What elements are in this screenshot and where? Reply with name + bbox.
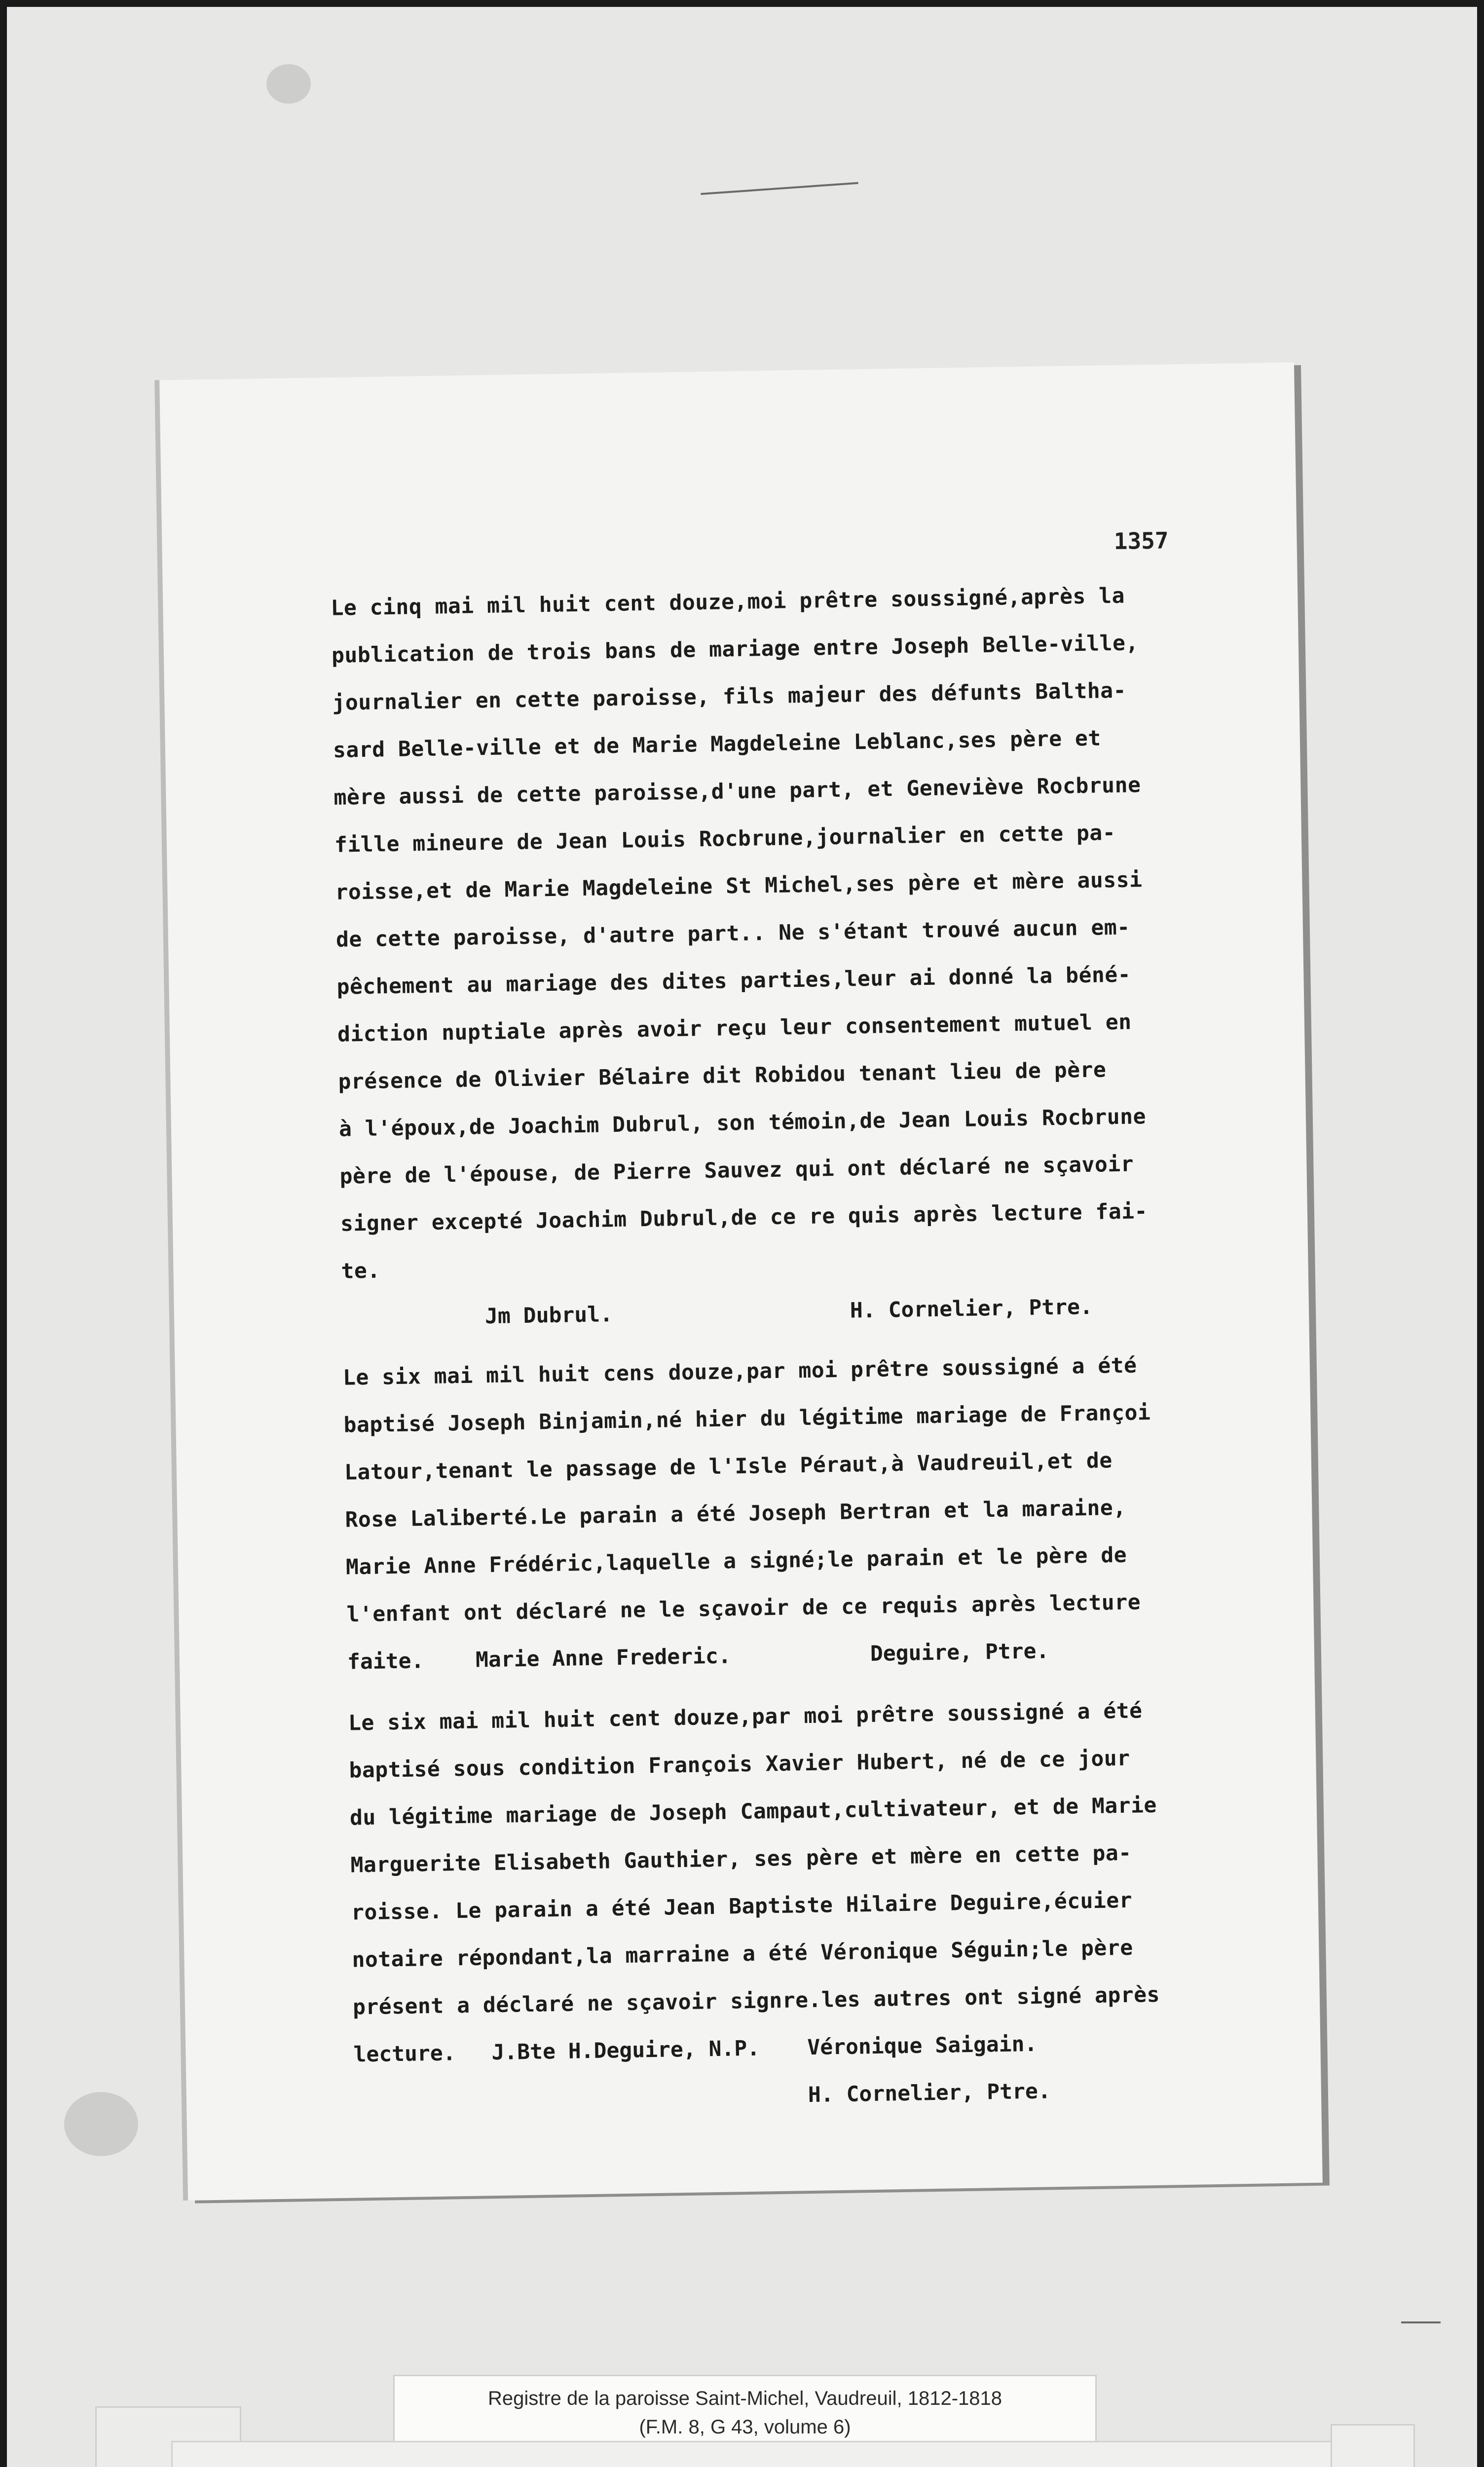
- film-scratch: [1401, 2321, 1441, 2323]
- text-line: diction nuptiale après avoir reçu leur consentement mutuel en: [337, 1009, 1132, 1047]
- text-line: du légitime mariage de Joseph Campaut,cultivateur, et de Marie: [349, 1793, 1157, 1831]
- card-tab-right: [1332, 2426, 1413, 2467]
- text-line: roisse,et de Marie Magdeleine St Michel,ses père et mère aussi: [335, 867, 1143, 905]
- archive-label: [395, 2376, 1095, 2450]
- film-spot: [266, 64, 311, 104]
- text-line: père de l'épouse, de Pierre Sauvez qui ont déclaré ne sçavoir: [339, 1152, 1134, 1189]
- signature-right: H. Cornelier, Ptre.: [850, 1294, 1093, 1323]
- text-line: baptisé Joseph Binjamin,né hier du légitime mariage de Françoi: [343, 1400, 1151, 1438]
- baptism-record-hubert: [348, 1685, 1267, 2126]
- text-line: fille mineure de Jean Louis Rocbrune,journalier en cette pa-: [334, 820, 1116, 858]
- text-line: de cette paroisse, d'autre part.. Ne s'étant trouvé aucun em-: [335, 915, 1130, 952]
- signature-right: Véronique Saigain.: [807, 2031, 1038, 2060]
- text-line: sard Belle-ville et de Marie Magdeleine Leblanc,ses père et: [333, 726, 1102, 763]
- signature-left: Marie Anne Frederic.: [475, 1644, 732, 1673]
- text-line: te.: [341, 1258, 381, 1284]
- signature-left: J.Bte H.Deguire, N.P.: [491, 2036, 760, 2065]
- text-line: lecture.: [353, 2041, 456, 2067]
- baptism-record-binjamin: [342, 1340, 1260, 1686]
- archives-stamp: [173, 2442, 1332, 2467]
- archive-label-reference: (F.M. 8, G 43, volume 6): [639, 2416, 851, 2438]
- text-line: Le six mai mil huit cens douze,par moi prêtre soussigné a été: [342, 1353, 1137, 1390]
- text-line: pêchement au mariage des dites parties,leur ai donné la béné-: [336, 962, 1131, 1000]
- text-line: Marie Anne Frédéric,laquelle a signé;le parain et le père de: [345, 1542, 1127, 1580]
- marriage-record: [331, 570, 1255, 1343]
- register-page: [159, 362, 1323, 2201]
- text-line: à l'époux,de Joachim Dubrul, son témoin,de Jean Louis Rocbrune: [338, 1104, 1147, 1142]
- signature-bottom: H. Cornelier, Ptre.: [808, 2079, 1051, 2108]
- text-line: Le six mai mil huit cent douze,par moi prêtre soussigné a été: [348, 1698, 1143, 1736]
- film-scratch: [701, 182, 858, 195]
- film-spot: [64, 2092, 138, 2156]
- text-line: Le cinq mai mil huit cent douze,moi prêtre soussigné,après la: [331, 583, 1125, 621]
- text-line: baptisé sous condition François Xavier Hubert, né de ce jour: [349, 1746, 1130, 1783]
- text-line: mère aussi de cette paroisse,d'une part, et Geneviève Rocbrune: [334, 773, 1141, 810]
- text-line: journalier en cette paroisse, fils majeur des défunts Baltha-: [332, 678, 1127, 715]
- text-line: publication de trois bans de mariage entre Joseph Belle-ville,: [331, 631, 1139, 668]
- signature-right: Deguire, Ptre.: [870, 1639, 1049, 1666]
- text-line: signer excepté Joachim Dubrul,de ce re quis après lecture fai-: [340, 1199, 1148, 1236]
- text-line: faite.: [347, 1648, 424, 1675]
- page-number: 1357: [1113, 527, 1169, 555]
- text-line: roisse. Le parain a été Jean Baptiste Hilaire Deguire,écuier: [351, 1888, 1133, 1925]
- text-line: présent a déclaré ne sçavoir signre.les autres ont signé après: [352, 1982, 1160, 2020]
- text-line: l'enfant ont déclaré ne le sçavoir de ce requis après lecture: [346, 1590, 1141, 1627]
- text-line: Rose Laliberté.Le parain a été Joseph Bertran et la maraine,: [345, 1495, 1126, 1533]
- text-line: présence de Olivier Bélaire dit Robidou tenant lieu de père: [338, 1057, 1107, 1094]
- text-line: notaire répondant,la marraine a été Véronique Séguin;le père: [352, 1935, 1134, 1973]
- archive-label-title: Registre de la paroisse Saint-Michel, Vaudreuil, 1812-1818: [487, 2388, 1002, 2409]
- signature-left: Jm Dubrul.: [484, 1302, 613, 1329]
- text-line: Marguerite Elisabeth Gauthier, ses père et mère en cette pa-: [350, 1840, 1132, 1878]
- text-line: Latour,tenant le passage de l'Isle Péraut,à Vaudreuil,et de: [344, 1448, 1113, 1485]
